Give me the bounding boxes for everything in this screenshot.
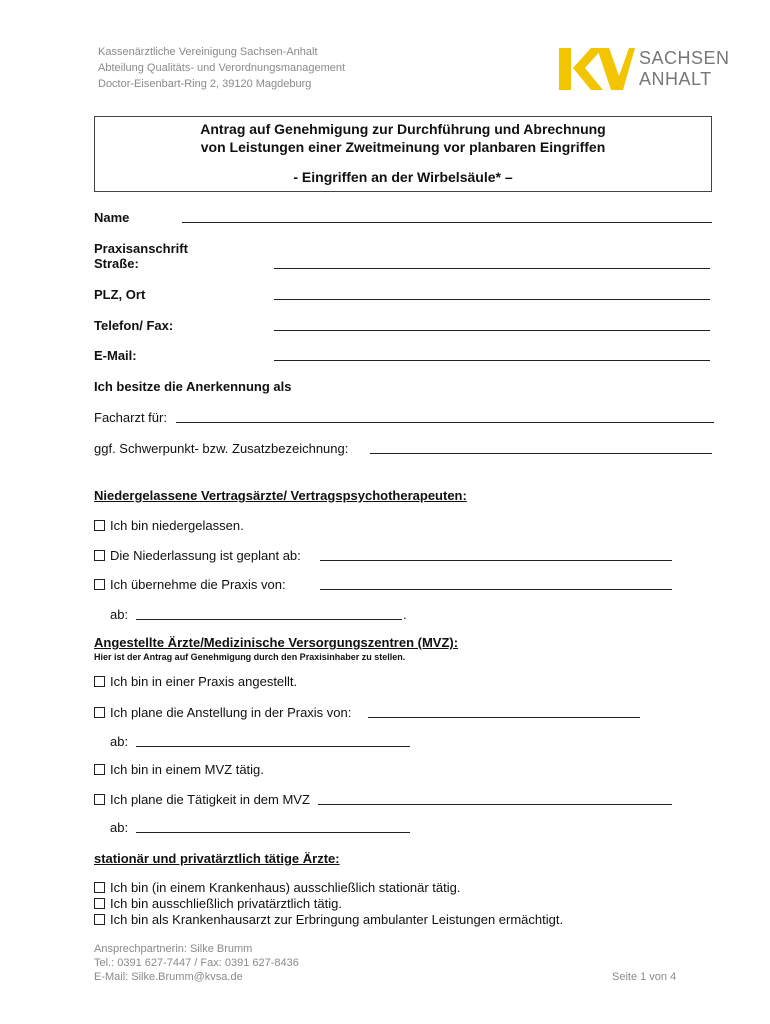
sachsen-anhalt-logo — [557, 44, 730, 94]
checkbox-icon[interactable] — [94, 707, 105, 718]
letterhead — [98, 44, 345, 92]
title-line-1: Antrag auf Genehmigung zur Durchführung und Abrechnung — [200, 121, 606, 137]
anerkennung-label: Ich besitze die Anerkennung als — [94, 379, 292, 394]
praxis-label: Praxisanschrift — [94, 241, 188, 256]
ab-period: . — [403, 607, 407, 622]
plz-label: PLZ, Ort — [94, 287, 146, 302]
checkbox-icon[interactable] — [94, 764, 105, 775]
schwerpunkt-label: ggf. Schwerpunkt- bzw. Zusatzbezeichnung: — [94, 441, 349, 456]
footer-contact — [94, 942, 299, 984]
name-field[interactable] — [182, 222, 712, 223]
option-ermaechtigt[interactable]: Ich bin als Krankenhausarzt zur Erbringung ambulanter Leistungen ermächtigt. — [94, 912, 563, 927]
praxis-uebernahme-field[interactable] — [320, 589, 672, 590]
section-angestellte-note: Hier ist der Antrag auf Genehmigung durch den Praxisinhaber zu stellen. — [94, 652, 406, 662]
title-box — [94, 116, 712, 192]
option-privataerztlich[interactable]: Ich bin ausschließlich privatärztlich tätig. — [94, 896, 342, 911]
facharzt-label: Facharzt für: — [94, 410, 167, 425]
contact-email: E-Mail: Silke.Brumm@kvsa.de — [94, 971, 243, 983]
checkbox-icon[interactable] — [94, 520, 105, 531]
logo-mark-icon — [557, 44, 635, 94]
option-niedergelassen[interactable]: Ich bin niedergelassen. — [94, 518, 244, 533]
option-praxis-uebernahme[interactable]: Ich übernehme die Praxis von: — [94, 577, 286, 592]
section-stationaer-heading: stationär und privatärztlich tätige Ärzte: — [94, 851, 340, 866]
section-angestellte-heading: Angestellte Ärzte/Medizinische Versorgungszentren (MVZ): — [94, 635, 459, 650]
title-line-3: - Eingriffen an der Wirbelsäule* – — [293, 169, 513, 185]
option-mvz-taetig[interactable]: Ich bin in einem MVZ tätig. — [94, 762, 264, 777]
strasse-label: Straße: — [94, 256, 139, 271]
mvz-name-field[interactable] — [318, 804, 672, 805]
ab-date-field-1[interactable] — [136, 619, 402, 620]
checkbox-icon[interactable] — [94, 914, 105, 925]
org-address: Doctor-Eisenbart-Ring 2, 39120 Magdeburg — [98, 78, 312, 90]
schwerpunkt-field[interactable] — [370, 453, 712, 454]
ab-label-3: ab: — [110, 820, 129, 835]
ab-date-field-2[interactable] — [136, 746, 410, 747]
section-niedergelassene-heading: Niedergelassene Vertragsärzte/ Vertragspsychotherapeuten: — [94, 488, 467, 503]
title-line-2: von Leistungen einer Zweitmeinung vor planbaren Eingriffen — [200, 139, 606, 155]
logo-text: SACHSEN ANHALT — [639, 48, 730, 89]
checkbox-icon[interactable] — [94, 898, 105, 909]
ab-date-field-3[interactable] — [136, 832, 410, 833]
ab-label-2: ab: — [110, 734, 129, 749]
checkbox-icon[interactable] — [94, 579, 105, 590]
facharzt-field[interactable] — [176, 422, 714, 423]
org-name: Kassenärztliche Vereinigung Sachsen-Anhalt — [98, 46, 318, 58]
name-label: Name — [94, 210, 130, 225]
contact-person: Ansprechpartnerin: Silke Brumm — [94, 943, 253, 955]
option-mvz-geplant[interactable]: Ich plane die Tätigkeit in dem MVZ — [94, 792, 310, 807]
option-niederlassung-geplant[interactable]: Die Niederlassung ist geplant ab: — [94, 548, 301, 563]
contact-phone: Tel.: 0391 627-7447 / Fax: 0391 627-8436 — [94, 957, 299, 969]
option-anstellung-geplant[interactable]: Ich plane die Anstellung in der Praxis von: — [94, 705, 351, 720]
checkbox-icon[interactable] — [94, 676, 105, 687]
plz-field[interactable] — [274, 299, 710, 300]
email-field[interactable] — [274, 360, 710, 361]
niederlassung-date-field[interactable] — [320, 560, 672, 561]
option-stationaer[interactable]: Ich bin (in einem Krankenhaus) ausschließlich stationär tätig. — [94, 880, 460, 895]
department: Abteilung Qualitäts- und Verordnungsmanagement — [98, 62, 346, 74]
checkbox-icon[interactable] — [94, 794, 105, 805]
option-praxis-angestellt[interactable]: Ich bin in einer Praxis angestellt. — [94, 674, 297, 689]
checkbox-icon[interactable] — [94, 550, 105, 561]
ab-label-1: ab: — [110, 607, 129, 622]
telefon-label: Telefon/ Fax: — [94, 318, 174, 333]
email-label: E-Mail: — [94, 348, 137, 363]
page-number: Seite 1 von 4 — [612, 971, 677, 983]
anstellung-praxis-field[interactable] — [368, 717, 640, 718]
telefon-field[interactable] — [274, 330, 710, 331]
strasse-field[interactable] — [274, 268, 710, 269]
checkbox-icon[interactable] — [94, 882, 105, 893]
